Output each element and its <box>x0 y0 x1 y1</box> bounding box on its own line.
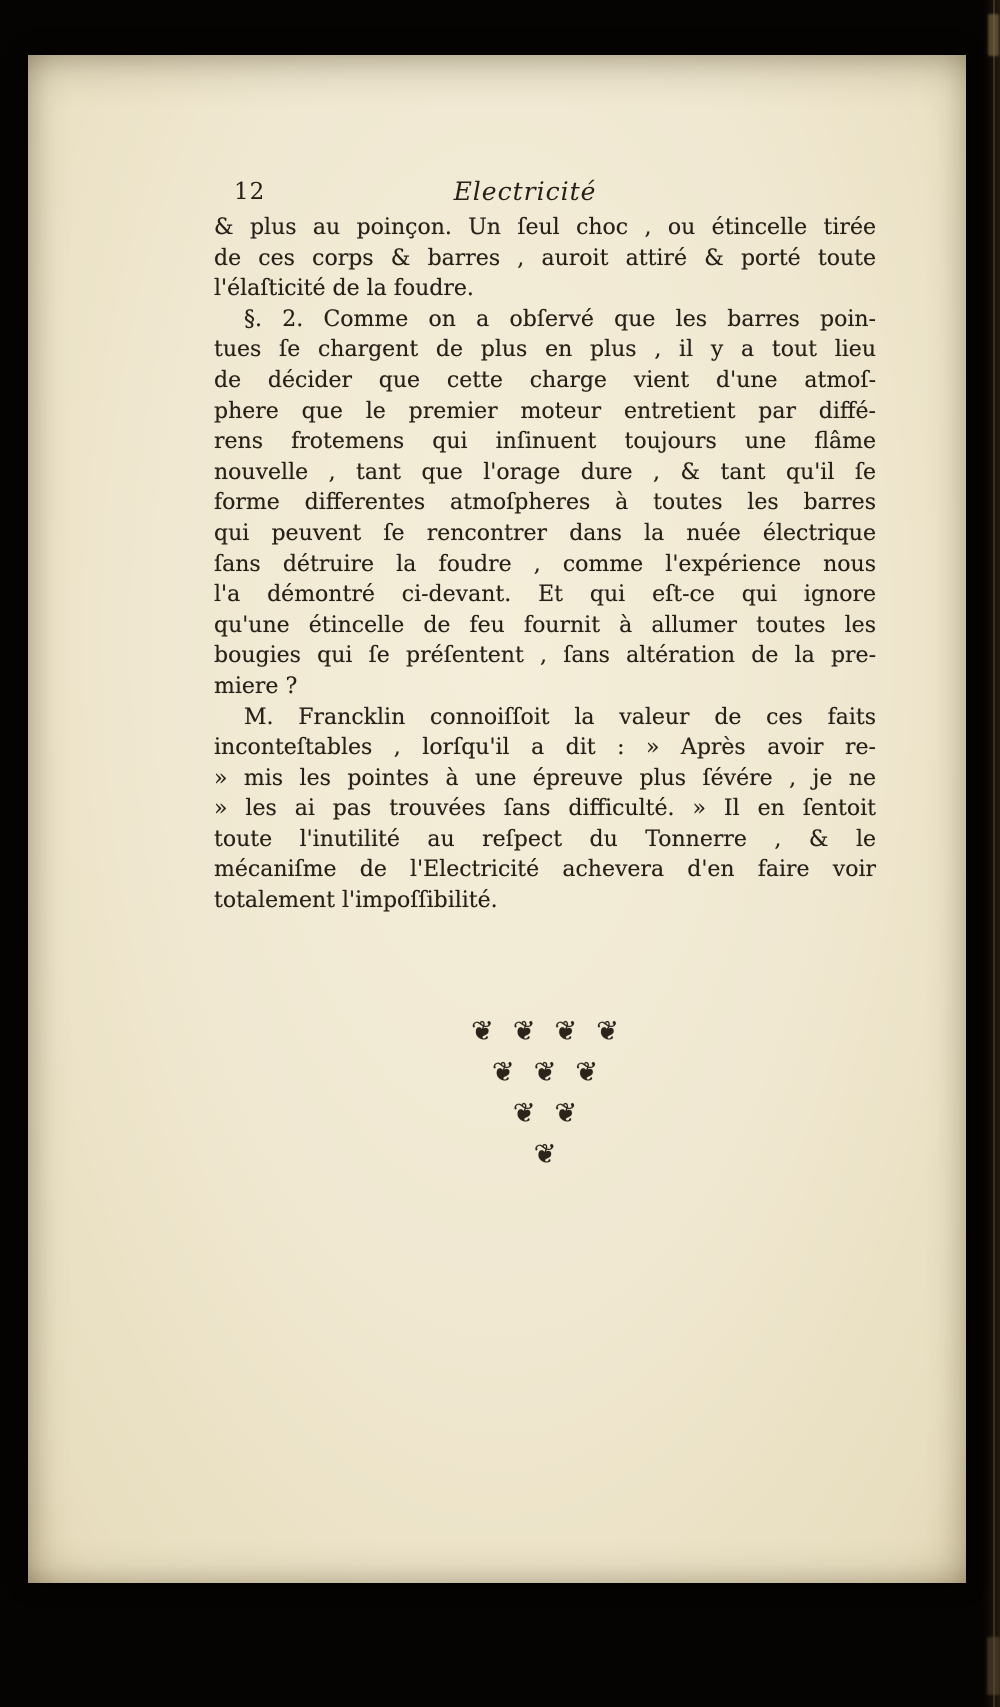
page-number: 12 <box>234 179 266 205</box>
fleuron-icon: ❦ <box>491 1056 515 1088</box>
text-line: rens frotemens qui inſinuent toujours une flâme <box>214 429 876 455</box>
text-line: miere ? <box>214 673 298 699</box>
fleuron-row <box>214 1136 876 1177</box>
text-block <box>214 177 876 1177</box>
fleuron-icon: ❦ <box>512 1015 536 1047</box>
text-line: l'a démontré ci-devant. Et qui eſt-ce qui ignore <box>214 582 876 608</box>
text-line: nouvelle , tant que l'orage dure , & tant qu'il ſe <box>214 459 876 485</box>
running-header <box>214 177 876 211</box>
text-line: qui peuvent ſe rencontrer dans la nuée électrique <box>214 520 876 546</box>
page-edge-glint-top <box>988 14 999 56</box>
body-text <box>214 213 876 917</box>
fleuron-icon: ❦ <box>471 1015 494 1047</box>
text-line: ſans détruire la foudre , comme l'expérience nous <box>214 551 876 577</box>
text-line: mécaniſme de l'Electricité achevera d'en faire voir <box>214 857 876 883</box>
text-line: de ces corps & barres , auroit attiré & porté toute <box>214 245 876 271</box>
text-line: de décider que cette charge vient d'une atmoſ- <box>214 367 876 393</box>
fleuron-icon: ❦ <box>533 1056 557 1088</box>
text-line: » les ai pas trouvées ſans difficulté. » Il en ſentoit <box>214 796 876 822</box>
fleuron-icon: ❦ <box>533 1138 557 1170</box>
fleuron-row <box>214 1054 876 1095</box>
book-edge <box>982 0 1000 1707</box>
page-edge-glint-bottom <box>987 1637 1000 1695</box>
text-line: phere que le premier moteur entretient par diffé- <box>214 398 876 424</box>
text-line: tues ſe chargent de plus en plus , il y a tout lieu <box>214 337 876 363</box>
fleuron-icon: ❦ <box>554 1015 578 1047</box>
book-edge-highlight <box>993 0 995 1707</box>
text-line: toute l'inutilité au reſpect du Tonnerre , & le <box>214 826 876 852</box>
text-line: qu'une étincelle de feu fournit à allumer toutes les <box>214 612 876 638</box>
fleuron-row <box>214 1013 876 1054</box>
book-page <box>28 55 966 1583</box>
fleuron-icon: ❦ <box>575 1056 599 1088</box>
text-line: §. 2. Comme on a obſervé que les barres poin- <box>244 306 876 332</box>
tailpiece-ornament <box>214 1013 876 1177</box>
text-line: totalement l'impoſſibilité. <box>214 888 498 914</box>
text-line: inconteſtables , lorſqu'il a dit : » Après avoir re- <box>214 735 876 761</box>
text-line: l'élaſticité de la foudre. <box>214 276 474 302</box>
text-line: » mis les pointes à une épreuve plus ſévére , je ne <box>214 765 876 791</box>
text-line: M. Francklin connoiſſoit la valeur de ces faits <box>244 704 876 730</box>
fleuron-icon: ❦ <box>512 1097 536 1129</box>
fleuron-icon: ❦ <box>596 1015 619 1047</box>
text-line: bougies qui ſe préſentent , ſans altération de la pre- <box>214 643 876 669</box>
text-line: & plus au poinçon. Un ſeul choc , ou étincelle tirée <box>214 215 876 240</box>
running-title: Electricité <box>453 177 597 206</box>
text-line: forme differentes atmoſpheres à toutes les barres <box>214 490 876 516</box>
fleuron-icon: ❦ <box>554 1097 578 1129</box>
fleuron-row <box>214 1095 876 1136</box>
